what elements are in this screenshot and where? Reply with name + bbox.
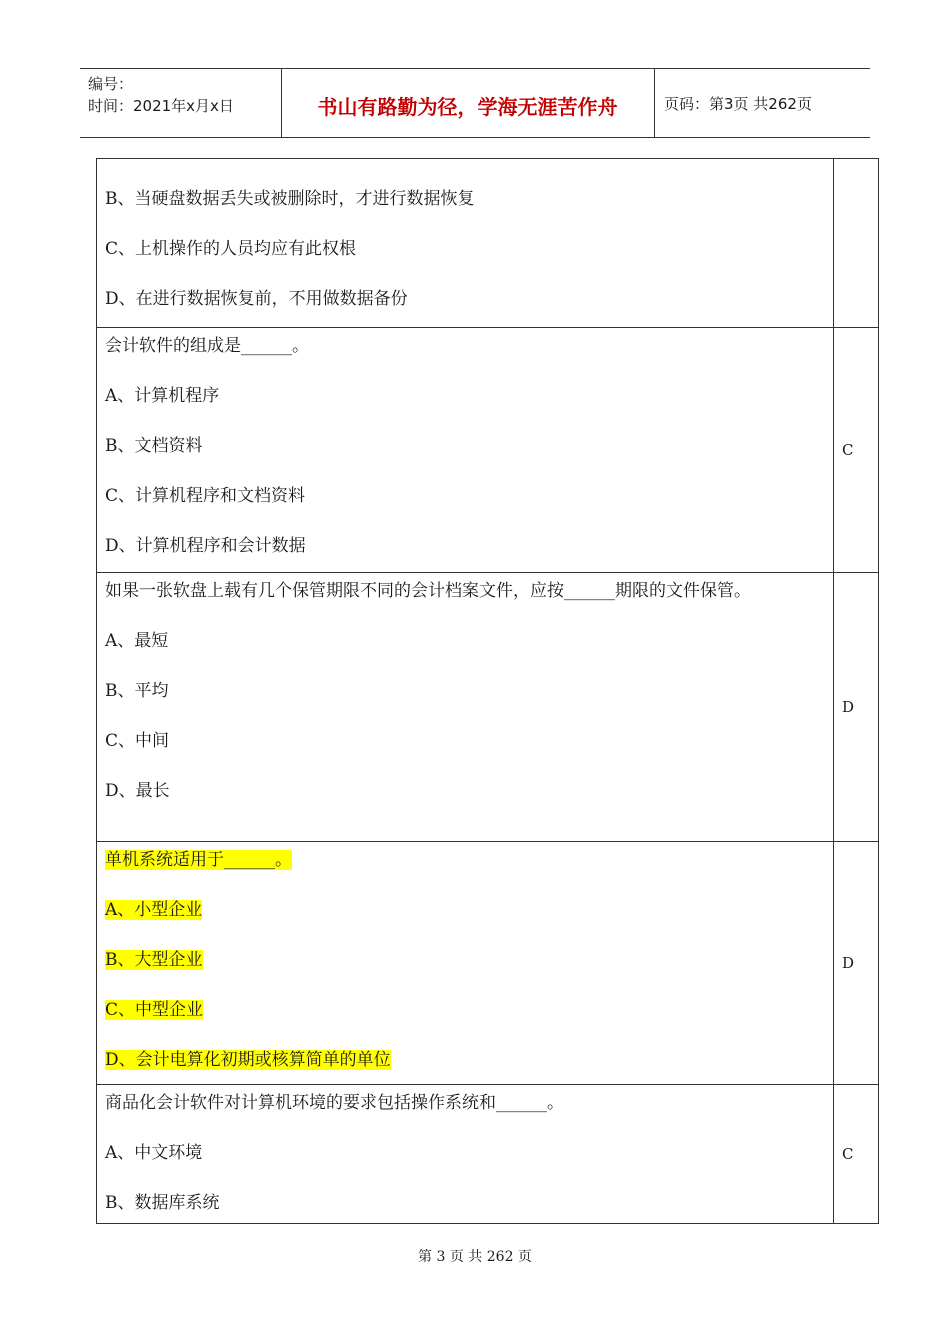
- header-date: 时间：2021年x月x日: [88, 97, 234, 115]
- header-divider: [654, 69, 655, 137]
- option-a: A、中文环境: [105, 1143, 203, 1163]
- option-b: B、文档资料: [105, 436, 203, 456]
- header-page-info: 页码：第3页 共262页: [664, 95, 812, 113]
- page-footer: 第 3 页 共 262 页: [418, 1249, 532, 1265]
- option-c: C、上机操作的人员均应有此权根: [105, 239, 357, 259]
- option-b: B、平均: [105, 681, 169, 701]
- question-cell: [97, 573, 834, 842]
- option-a: A、计算机程序: [105, 386, 220, 406]
- option-a: A、最短: [105, 631, 169, 651]
- question-cell: [97, 159, 834, 328]
- page-header: [80, 68, 870, 138]
- question-stem: 如果一张软盘上载有几个保管期限不同的会计档案文件，应按______期限的文件保管。: [105, 581, 751, 601]
- question-table: [96, 158, 879, 1224]
- header-meta: [88, 73, 234, 117]
- option-d: D、在进行数据恢复前，不用做数据备份: [105, 289, 408, 309]
- question-cell: [97, 842, 834, 1085]
- question-stem: 商品化会计软件对计算机环境的要求包括操作系统和______。: [105, 1093, 564, 1113]
- question-stem: 单机系统适用于______。: [105, 850, 292, 870]
- question-cell: [97, 328, 834, 573]
- answer-cell: C: [834, 328, 879, 573]
- question-row: [97, 328, 879, 573]
- question-row: [97, 159, 879, 328]
- answer-cell: D: [834, 573, 879, 842]
- option-d: D、会计电算化初期或核算简单的单位: [105, 1050, 391, 1070]
- option-d: D、最长: [105, 781, 170, 801]
- option-c: C、中间: [105, 731, 170, 751]
- option-b: B、数据库系统: [105, 1193, 220, 1213]
- answer-cell: C: [834, 1085, 879, 1224]
- option-b: B、当硬盘数据丢失或被删除时，才进行数据恢复: [105, 189, 475, 209]
- answer-cell: D: [834, 842, 879, 1085]
- option-a: A、小型企业: [105, 900, 203, 920]
- header-number: 编号：: [88, 75, 134, 93]
- option-b: B、大型企业: [105, 950, 203, 970]
- question-row: [97, 1085, 879, 1224]
- answer-cell: [834, 159, 879, 328]
- question-row: [97, 573, 879, 842]
- question-stem: 会计软件的组成是______。: [105, 336, 309, 356]
- option-d: D、计算机程序和会计数据: [105, 536, 306, 556]
- option-c: C、计算机程序和文档资料: [105, 486, 306, 506]
- question-cell: [97, 1085, 834, 1224]
- option-c: C、中型企业: [105, 1000, 204, 1020]
- question-row: [97, 842, 879, 1085]
- header-motto: 书山有路勤为径，学海无涯苦作舟: [317, 95, 618, 119]
